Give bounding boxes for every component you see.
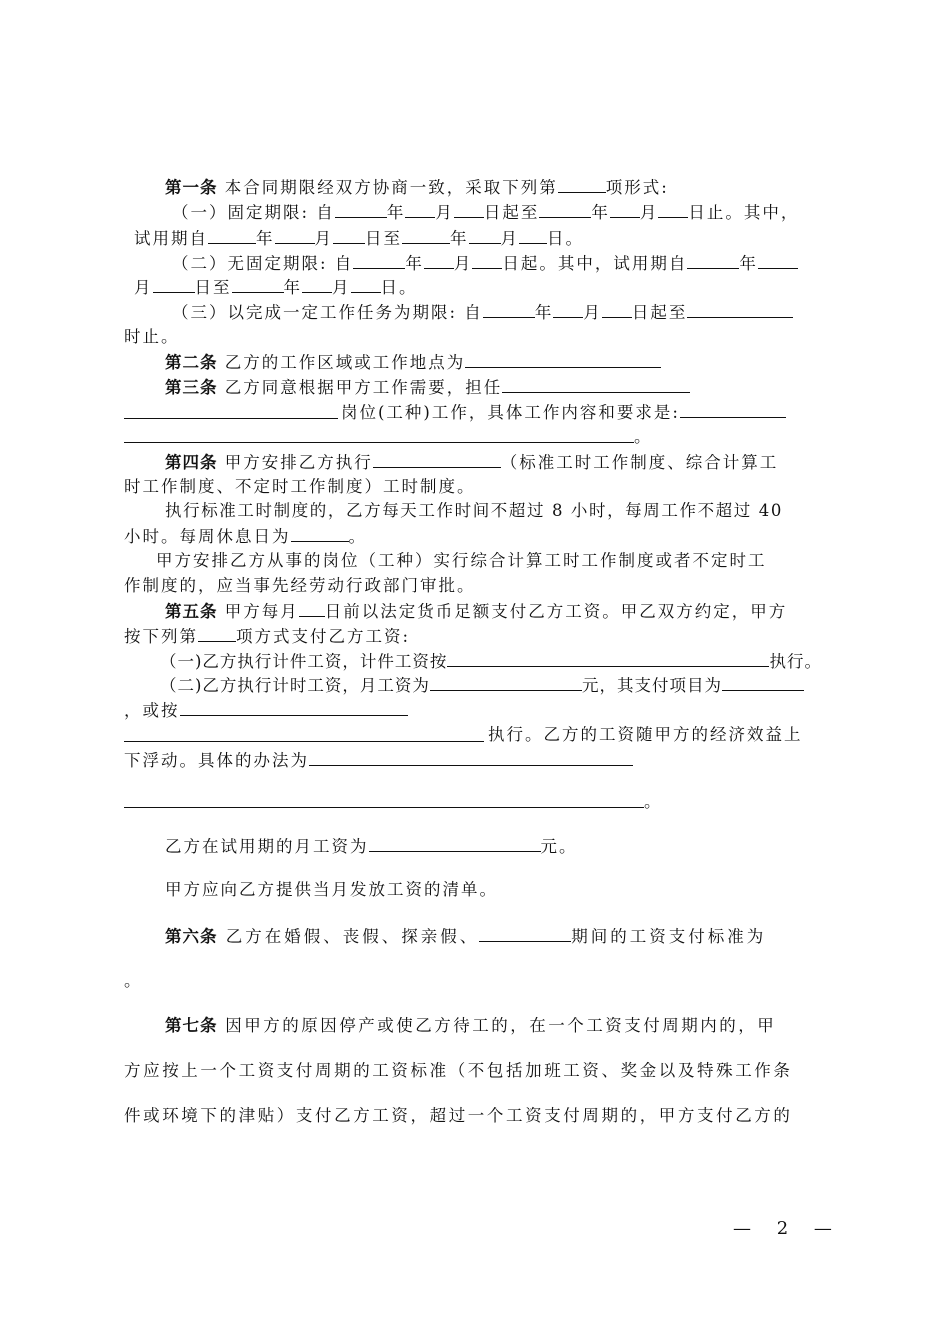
article-1-line-2: （一）固定期限: 自 年 月 日起至 年 月 日止。其中，	[172, 203, 800, 222]
article-5-line-4: （二)乙方执行计时工资，月工资为 元，其支付项目为	[160, 674, 804, 697]
article-5-line-6: 执行。乙方的工资随甲方的经济效益上	[488, 725, 803, 744]
article-7-line-3: 件或环境下的津贴）支付乙方工资，超过一个工资支付周期的，甲方支付乙方的	[124, 1106, 793, 1125]
article-1-line-4: （二）无固定期限: 自 年 月 日起。其中，试用期自 年	[172, 252, 798, 275]
blank-line	[124, 442, 634, 443]
article-3-line-1: 第三条 乙方同意根据甲方工作需要，担任	[165, 376, 690, 399]
article-5-line-9: 乙方在试用期的月工资为 元。	[165, 837, 578, 856]
article-6-heading: 第六条	[165, 927, 218, 946]
article-5-line-1: 第五条 甲方每月 日前以法定货币足额支付乙方工资。甲乙双方约定，甲方	[165, 602, 788, 621]
article-7-line-1: 第七条 因甲方的原因停产或使乙方待工的，在一个工资支付周期内的，甲	[165, 1016, 777, 1035]
blank	[558, 176, 606, 193]
blank-line	[124, 741, 484, 742]
article-4-line-1: 第四条 甲方安排乙方执行 （标准工时工作制度、综合计算工	[165, 453, 779, 472]
article-2-heading: 第二条	[165, 353, 218, 372]
article-3-line-3-end: 。	[634, 427, 653, 446]
article-2: 第二条 乙方的工作区域或工作地点为	[165, 351, 661, 374]
article-5-line-5: ，或按	[124, 699, 408, 722]
article-1-line-3: 试用期自 年 月 日至 年 月 日。	[134, 229, 584, 248]
page-number: — 2 —	[733, 1218, 842, 1239]
article-7-line-2: 方应按上一个工资支付周期的工资标准（不包括加班工资、奖金以及特殊工作条	[124, 1061, 793, 1080]
article-5-line-7: 下浮动。具体的办法为	[124, 749, 633, 772]
article-6-line-1: 第六条 乙方在婚假、丧假、探亲假、 期间的工资支付标准为	[165, 927, 767, 946]
blank-line	[124, 418, 338, 419]
article-5-line-8-end: 。	[644, 792, 663, 811]
article-5-heading: 第五条	[165, 602, 218, 621]
article-1-line-5: 月 日至 年 月 日。	[134, 278, 418, 297]
article-4-line-4: 小时。每周休息日为 。	[124, 527, 367, 546]
article-4-line-3: 执行标准工时制度的，乙方每天工作时间不超过 8 小时，每周工作不超过 40	[165, 501, 783, 520]
article-4-line-6: 作制度的，应当事先经劳动行政部门审批。	[124, 576, 476, 595]
article-3-heading: 第三条	[165, 378, 218, 397]
article-1-line-6: （三）以完成一定工作任务为期限: 自 年 月 日起至	[172, 301, 793, 324]
article-6-line-2: 。	[124, 971, 143, 990]
article-4-line-2: 时工作制度、不定时工作制度）工时制度。	[124, 477, 476, 496]
article-7-heading: 第七条	[165, 1016, 218, 1035]
article-3-line-2: 岗位(工种)工作，具体工作内容和要求是:	[341, 401, 786, 424]
article-1-line-1: 第一条 本合同期限经双方协商一致，采取下列第 项形式:	[165, 178, 669, 197]
article-1-line-7: 时止。	[124, 327, 180, 346]
article-5-line-10: 甲方应向乙方提供当月发放工资的清单。	[165, 880, 498, 899]
article-1-heading: 第一条	[165, 178, 218, 197]
article-4-heading: 第四条	[165, 453, 218, 472]
article-5-line-3: （一)乙方执行计件工资，计件工资按 执行。	[160, 652, 822, 671]
blank-line	[124, 807, 644, 808]
article-5-line-2: 按下列第 项方式支付乙方工资:	[124, 627, 411, 646]
article-4-line-5: 甲方安排乙方从事的岗位（工种）实行综合计算工时工作制度或者不定时工	[156, 551, 767, 570]
